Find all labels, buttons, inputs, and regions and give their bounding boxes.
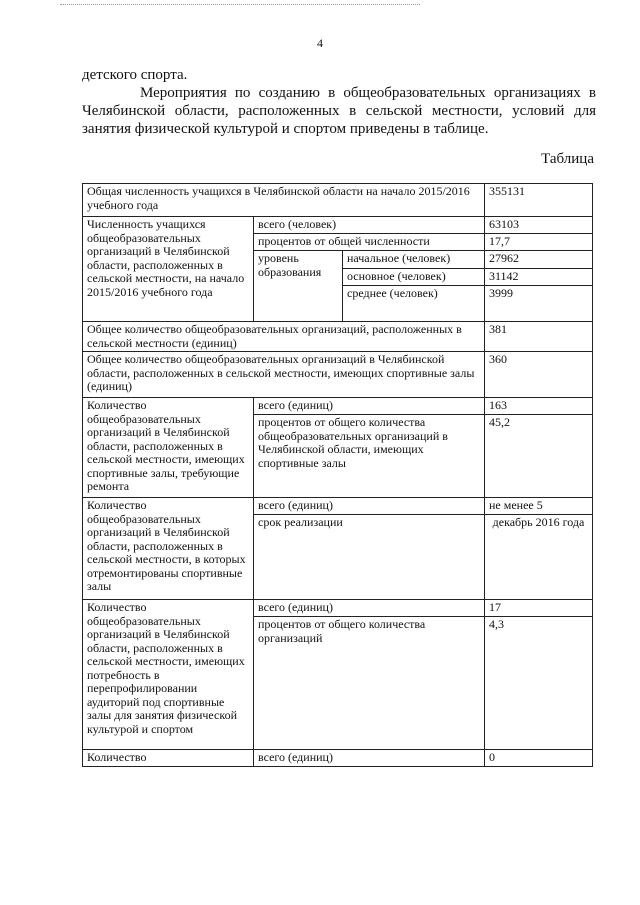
table-row: [83, 352, 593, 398]
cell-label: Количество общеобразовательных организаций в Челябинской области, расположенных в сельской местности, имеющих потребность в перепрофилировании аудиторий под спортивные залы для занятия физической культурой и спортом: [83, 600, 254, 750]
table-row: [83, 498, 593, 515]
cell-value: не менее 5: [485, 498, 593, 515]
cell-value: 63103: [485, 217, 593, 234]
paragraph-intro: [82, 84, 596, 138]
cell-value: 31142: [485, 269, 593, 286]
cell-value: 381: [485, 322, 593, 352]
cell-label: Количество: [83, 750, 254, 767]
cell-sublabel: процентов от общего количества общеобразовательных организаций в Челябинской области, имеющих спортивные залы: [254, 415, 485, 498]
cell-sublabel: основное (человек): [343, 269, 485, 286]
table-row: [83, 184, 593, 217]
cell-sublabel: процентов от общей численности: [254, 234, 485, 251]
data-table: [82, 183, 593, 767]
cell-value: 355131: [485, 184, 593, 217]
table-row: [83, 600, 593, 617]
cell-sublabel: всего (единиц): [254, 398, 485, 415]
cell-value: 27962: [485, 251, 593, 269]
cell-value: 360: [485, 352, 593, 398]
cell-value: 0: [485, 750, 593, 767]
cell-sublabel: среднее (человек): [343, 286, 485, 322]
cell-sublabel: уровень образования: [254, 251, 343, 322]
paragraph-intro-text: Мероприятия по созданию в общеобразовательных организациях в Челябинской области, расположенных в сельской местности, условий для занятия физической культурой и спортом приведены в таблице.: [82, 85, 596, 137]
table-caption: Таблица: [541, 151, 594, 167]
cell-label: Количество общеобразовательных организаций в Челябинской области, расположенных в сельской местности, имеющих спортивные залы, требующие ремонта: [83, 398, 254, 498]
scan-artifact: [60, 4, 420, 7]
cell-value: 45,2: [485, 415, 593, 498]
paragraph-continuation: детского спорта.: [82, 67, 188, 83]
cell-sublabel: начальное (человек): [343, 251, 485, 269]
cell-value: 17,7: [485, 234, 593, 251]
cell-sublabel: срок реализации: [254, 515, 485, 600]
cell-sublabel: всего (единиц): [254, 750, 485, 767]
cell-sublabel: процентов от общего количества организаций: [254, 617, 485, 750]
cell-sublabel: всего (человек): [254, 217, 485, 234]
table-row: [83, 322, 593, 352]
cell-value: 17: [485, 600, 593, 617]
cell-label: Общая численность учащихся в Челябинской области на начало 2015/2016 учебного года: [83, 184, 485, 217]
cell-label: Общее количество общеобразовательных организаций, расположенных в сельской местности (единиц): [83, 322, 485, 352]
cell-label: Общее количество общеобразовательных организаций в Челябинской области, расположенных в сельской местности, имеющих спортивные залы (единиц): [83, 352, 485, 398]
table-row: [83, 398, 593, 415]
cell-value: 4,3: [485, 617, 593, 750]
cell-value: 163: [485, 398, 593, 415]
cell-label: Количество общеобразовательных организаций в Челябинской области, расположенных в сельской местности, в которых отремонтированы спортивные залы: [83, 498, 254, 600]
cell-value: декабрь 2016 года: [485, 515, 593, 600]
cell-value: 3999: [485, 286, 593, 322]
table-row: [83, 217, 593, 234]
cell-sublabel: всего (единиц): [254, 498, 485, 515]
cell-sublabel: всего (единиц): [254, 600, 485, 617]
page-number: 4: [317, 36, 323, 50]
cell-label: Численность учащихся общеобразовательных организаций в Челябинской области, расположенных в сельской местности, на начало 2015/2016 учебного года: [83, 217, 254, 322]
table-row: [83, 750, 593, 767]
